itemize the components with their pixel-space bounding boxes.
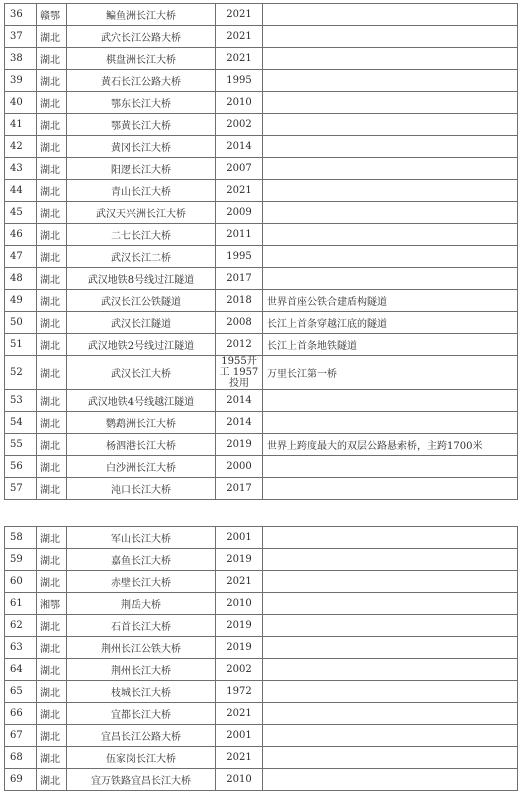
table-row bbox=[5, 334, 518, 356]
table-row bbox=[5, 769, 518, 791]
row-number-cell: 36 bbox=[5, 4, 37, 26]
province-cell: 湖北 bbox=[37, 637, 67, 659]
bridge-name-cell: 石首长江大桥 bbox=[67, 615, 216, 637]
note-cell bbox=[263, 92, 518, 114]
row-number-cell: 64 bbox=[5, 659, 37, 681]
province-cell: 湖北 bbox=[37, 70, 67, 92]
note-cell bbox=[263, 70, 518, 92]
bridge-name-cell: 武汉长江大桥 bbox=[67, 356, 216, 390]
bridge-name-cell: 赤壁长江大桥 bbox=[67, 571, 216, 593]
note-cell bbox=[263, 659, 518, 681]
province-cell: 湖北 bbox=[37, 224, 67, 246]
year-cell: 2011 bbox=[216, 224, 263, 246]
row-number-cell: 66 bbox=[5, 703, 37, 725]
note-cell bbox=[263, 48, 518, 70]
province-cell: 湖北 bbox=[37, 290, 67, 312]
province-cell: 湖北 bbox=[37, 615, 67, 637]
table-row bbox=[5, 412, 518, 434]
note-cell: 世界上跨度最大的双层公路悬索桥，主跨1700米 bbox=[263, 434, 518, 456]
note-cell bbox=[263, 571, 518, 593]
year-cell: 1995 bbox=[216, 246, 263, 268]
bridge-name-cell: 黄冈长江大桥 bbox=[67, 136, 216, 158]
table-row bbox=[5, 158, 518, 180]
year-cell: 1995 bbox=[216, 70, 263, 92]
table-row bbox=[5, 549, 518, 571]
year-cell: 2002 bbox=[216, 114, 263, 136]
table-row bbox=[5, 48, 518, 70]
province-cell: 湖北 bbox=[37, 158, 67, 180]
row-number-cell: 48 bbox=[5, 268, 37, 290]
bridge-name-cell: 武汉长江公铁隧道 bbox=[67, 290, 216, 312]
year-cell: 2021 bbox=[216, 571, 263, 593]
bridge-name-cell: 军山长江大桥 bbox=[67, 527, 216, 549]
year-cell: 2014 bbox=[216, 136, 263, 158]
province-cell: 湖北 bbox=[37, 681, 67, 703]
province-cell: 湖北 bbox=[37, 268, 67, 290]
bridge-name-cell: 武汉地铁8号线过江隧道 bbox=[67, 268, 216, 290]
bridge-name-cell: 武汉地铁2号线过江隧道 bbox=[67, 334, 216, 356]
note-cell: 长江上首条穿越江底的隧道 bbox=[263, 312, 518, 334]
bridge-name-cell: 鄂黄长江大桥 bbox=[67, 114, 216, 136]
bridge-name-cell: 宜万铁路宜昌长江大桥 bbox=[67, 769, 216, 791]
table-row bbox=[5, 637, 518, 659]
note-cell bbox=[263, 637, 518, 659]
note-cell bbox=[263, 456, 518, 478]
row-number-cell: 65 bbox=[5, 681, 37, 703]
table-row bbox=[5, 478, 518, 500]
bridge-name-cell: 伍家岗长江大桥 bbox=[67, 747, 216, 769]
table-row bbox=[5, 26, 518, 48]
note-cell: 万里长江第一桥 bbox=[263, 356, 518, 390]
row-number-cell: 43 bbox=[5, 158, 37, 180]
row-number-cell: 60 bbox=[5, 571, 37, 593]
row-number-cell: 51 bbox=[5, 334, 37, 356]
row-number-cell: 57 bbox=[5, 478, 37, 500]
year-cell: 2018 bbox=[216, 290, 263, 312]
year-cell: 2001 bbox=[216, 725, 263, 747]
province-cell: 湖北 bbox=[37, 747, 67, 769]
row-number-cell: 49 bbox=[5, 290, 37, 312]
table-row bbox=[5, 70, 518, 92]
row-number-cell: 39 bbox=[5, 70, 37, 92]
note-cell bbox=[263, 703, 518, 725]
row-number-cell: 62 bbox=[5, 615, 37, 637]
bridge-name-cell: 武汉长江隧道 bbox=[67, 312, 216, 334]
bridge-name-cell: 宜昌长江公路大桥 bbox=[67, 725, 216, 747]
year-cell: 2010 bbox=[216, 92, 263, 114]
bridge-name-cell: 武汉天兴洲长江大桥 bbox=[67, 202, 216, 224]
bridge-name-cell: 杨泗港长江大桥 bbox=[67, 434, 216, 456]
year-cell: 2019 bbox=[216, 637, 263, 659]
table-row bbox=[5, 615, 518, 637]
province-cell: 湖北 bbox=[37, 478, 67, 500]
row-number-cell: 55 bbox=[5, 434, 37, 456]
row-number-cell: 50 bbox=[5, 312, 37, 334]
table-row bbox=[5, 725, 518, 747]
year-cell: 2002 bbox=[216, 659, 263, 681]
row-number-cell: 53 bbox=[5, 390, 37, 412]
year-cell: 2017 bbox=[216, 268, 263, 290]
note-cell bbox=[263, 390, 518, 412]
bridge-name-cell: 棋盘洲长江大桥 bbox=[67, 48, 216, 70]
bridge-name-cell: 武汉长江二桥 bbox=[67, 246, 216, 268]
table-row bbox=[5, 681, 518, 703]
bridge-name-cell: 鹦鹉洲长江大桥 bbox=[67, 412, 216, 434]
year-cell: 2014 bbox=[216, 412, 263, 434]
table-row bbox=[5, 246, 518, 268]
table-row bbox=[5, 434, 518, 456]
note-cell bbox=[263, 478, 518, 500]
province-cell: 湖北 bbox=[37, 312, 67, 334]
note-cell bbox=[263, 615, 518, 637]
table-row bbox=[5, 571, 518, 593]
bridge-name-cell: 荆岳大桥 bbox=[67, 593, 216, 615]
note-cell bbox=[263, 527, 518, 549]
province-cell: 湘鄂 bbox=[37, 593, 67, 615]
table-row bbox=[5, 456, 518, 478]
province-cell: 湖北 bbox=[37, 703, 67, 725]
row-number-cell: 47 bbox=[5, 246, 37, 268]
row-number-cell: 46 bbox=[5, 224, 37, 246]
note-cell bbox=[263, 268, 518, 290]
note-cell: 长江上首条地铁隧道 bbox=[263, 334, 518, 356]
province-cell: 湖北 bbox=[37, 202, 67, 224]
year-cell: 2021 bbox=[216, 747, 263, 769]
province-cell: 赣鄂 bbox=[37, 4, 67, 26]
table-row bbox=[5, 202, 518, 224]
year-cell: 2007 bbox=[216, 158, 263, 180]
row-number-cell: 44 bbox=[5, 180, 37, 202]
year-cell: 2008 bbox=[216, 312, 263, 334]
bridge-name-cell: 阳逻长江大桥 bbox=[67, 158, 216, 180]
province-cell: 湖北 bbox=[37, 26, 67, 48]
row-number-cell: 69 bbox=[5, 769, 37, 791]
bridge-name-cell: 武穴长江公路大桥 bbox=[67, 26, 216, 48]
note-cell bbox=[263, 26, 518, 48]
note-cell bbox=[263, 246, 518, 268]
bridge-name-cell: 荆州长江大桥 bbox=[67, 659, 216, 681]
note-cell bbox=[263, 158, 518, 180]
row-number-cell: 59 bbox=[5, 549, 37, 571]
table-row bbox=[5, 659, 518, 681]
bridge-name-cell: 鄂东长江大桥 bbox=[67, 92, 216, 114]
table-row bbox=[5, 136, 518, 158]
bridge-name-cell: 宜都长江大桥 bbox=[67, 703, 216, 725]
note-cell bbox=[263, 725, 518, 747]
year-cell: 2017 bbox=[216, 478, 263, 500]
bridge-table-part-2 bbox=[4, 526, 518, 791]
year-cell: 2019 bbox=[216, 434, 263, 456]
note-cell bbox=[263, 224, 518, 246]
year-cell: 2001 bbox=[216, 527, 263, 549]
note-cell bbox=[263, 593, 518, 615]
table-row bbox=[5, 747, 518, 769]
table-row bbox=[5, 92, 518, 114]
province-cell: 湖北 bbox=[37, 246, 67, 268]
province-cell: 湖北 bbox=[37, 549, 67, 571]
table-row bbox=[5, 312, 518, 334]
bridge-name-cell: 黄石长江公路大桥 bbox=[67, 70, 216, 92]
row-number-cell: 42 bbox=[5, 136, 37, 158]
year-cell: 2021 bbox=[216, 48, 263, 70]
table-row bbox=[5, 527, 518, 549]
note-cell bbox=[263, 549, 518, 571]
province-cell: 湖北 bbox=[37, 92, 67, 114]
note-cell bbox=[263, 4, 518, 26]
table-row bbox=[5, 593, 518, 615]
bridge-table-part-1 bbox=[4, 3, 518, 500]
year-cell: 2021 bbox=[216, 4, 263, 26]
row-number-cell: 41 bbox=[5, 114, 37, 136]
province-cell: 湖北 bbox=[37, 527, 67, 549]
row-number-cell: 52 bbox=[5, 356, 37, 390]
note-cell bbox=[263, 136, 518, 158]
table-row bbox=[5, 390, 518, 412]
province-cell: 湖北 bbox=[37, 390, 67, 412]
year-cell: 2009 bbox=[216, 202, 263, 224]
bridge-name-cell: 二七长江大桥 bbox=[67, 224, 216, 246]
province-cell: 湖北 bbox=[37, 180, 67, 202]
row-number-cell: 45 bbox=[5, 202, 37, 224]
year-cell: 2019 bbox=[216, 549, 263, 571]
note-cell bbox=[263, 681, 518, 703]
note-cell bbox=[263, 747, 518, 769]
province-cell: 湖北 bbox=[37, 136, 67, 158]
province-cell: 湖北 bbox=[37, 659, 67, 681]
bridge-name-cell: 鳊鱼洲长江大桥 bbox=[67, 4, 216, 26]
note-cell bbox=[263, 114, 518, 136]
province-cell: 湖北 bbox=[37, 412, 67, 434]
year-cell: 2021 bbox=[216, 180, 263, 202]
row-number-cell: 38 bbox=[5, 48, 37, 70]
bridge-name-cell: 武汉地铁4号线越江隧道 bbox=[67, 390, 216, 412]
bridge-name-cell: 荆州长江公铁大桥 bbox=[67, 637, 216, 659]
bridge-name-cell: 沌口长江大桥 bbox=[67, 478, 216, 500]
row-number-cell: 54 bbox=[5, 412, 37, 434]
province-cell: 湖北 bbox=[37, 434, 67, 456]
table-body bbox=[5, 527, 518, 791]
note-cell bbox=[263, 412, 518, 434]
table-row bbox=[5, 180, 518, 202]
year-cell: 1955开工 1957投用 bbox=[216, 356, 263, 390]
table-row bbox=[5, 114, 518, 136]
year-cell: 2021 bbox=[216, 703, 263, 725]
table-row bbox=[5, 224, 518, 246]
year-cell: 2012 bbox=[216, 334, 263, 356]
bridge-name-cell: 嘉鱼长江大桥 bbox=[67, 549, 216, 571]
bridge-name-cell: 青山长江大桥 bbox=[67, 180, 216, 202]
row-number-cell: 40 bbox=[5, 92, 37, 114]
province-cell: 湖北 bbox=[37, 769, 67, 791]
province-cell: 湖北 bbox=[37, 48, 67, 70]
table-row bbox=[5, 268, 518, 290]
row-number-cell: 67 bbox=[5, 725, 37, 747]
table-row bbox=[5, 703, 518, 725]
row-number-cell: 68 bbox=[5, 747, 37, 769]
row-number-cell: 37 bbox=[5, 26, 37, 48]
year-cell: 2010 bbox=[216, 593, 263, 615]
province-cell: 湖北 bbox=[37, 334, 67, 356]
year-cell: 2021 bbox=[216, 26, 263, 48]
row-number-cell: 58 bbox=[5, 527, 37, 549]
year-cell: 2019 bbox=[216, 615, 263, 637]
province-cell: 湖北 bbox=[37, 114, 67, 136]
note-cell bbox=[263, 202, 518, 224]
bridge-name-cell: 白沙洲长江大桥 bbox=[67, 456, 216, 478]
row-number-cell: 61 bbox=[5, 593, 37, 615]
table-body bbox=[5, 4, 518, 500]
year-cell: 1972 bbox=[216, 681, 263, 703]
table-row bbox=[5, 4, 518, 26]
table-row bbox=[5, 356, 518, 390]
table-row bbox=[5, 290, 518, 312]
note-cell: 世界首座公铁合建盾构隧道 bbox=[263, 290, 518, 312]
province-cell: 湖北 bbox=[37, 571, 67, 593]
note-cell bbox=[263, 769, 518, 791]
note-cell bbox=[263, 180, 518, 202]
row-number-cell: 56 bbox=[5, 456, 37, 478]
year-cell: 2000 bbox=[216, 456, 263, 478]
province-cell: 湖北 bbox=[37, 456, 67, 478]
year-cell: 2010 bbox=[216, 769, 263, 791]
row-number-cell: 63 bbox=[5, 637, 37, 659]
province-cell: 湖北 bbox=[37, 356, 67, 390]
bridge-name-cell: 枝城长江大桥 bbox=[67, 681, 216, 703]
province-cell: 湖北 bbox=[37, 725, 67, 747]
year-cell: 2014 bbox=[216, 390, 263, 412]
